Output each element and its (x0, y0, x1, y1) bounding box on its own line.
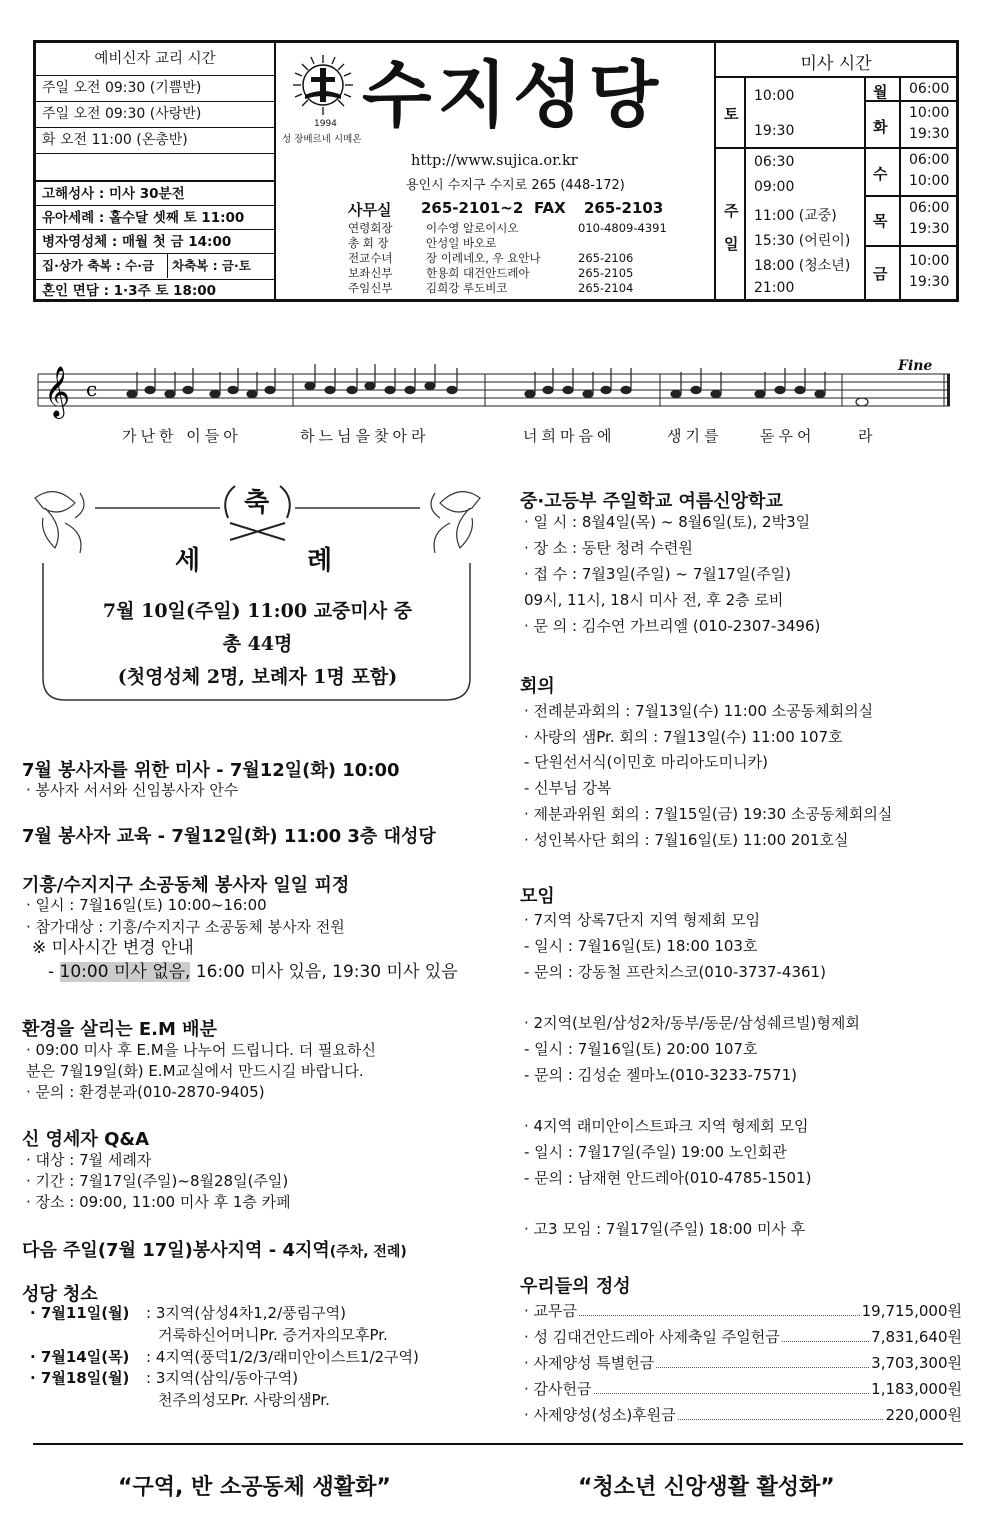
volunteer-mass-item: · 봉사자 서서와 신임봉사자 안수 (26, 781, 239, 799)
confession-time: 고해성사 : 미사 30분전 (36, 182, 274, 206)
mass-schedule-change: 16:00 미사 있음, 19:30 미사 있음 (190, 962, 458, 982)
weekday-label: 월 (873, 83, 888, 101)
sunday-label: 주 (724, 202, 739, 220)
weekday-label: 금 (873, 265, 888, 283)
car-blessing: 차축복 : 금·토 (172, 258, 251, 273)
staff-row: 연령회장 이수영 알로이시오 010-4809-4391 (348, 221, 667, 235)
note-head (795, 386, 805, 393)
church-address: 용인시 수지구 수지로 265 (448-172) (406, 178, 625, 193)
lyric: 생기를 (667, 427, 723, 445)
header-center-panel (276, 43, 714, 299)
offering-row: · 감사헌금 1,183,000원 (524, 1376, 962, 1402)
header-left-panel (36, 43, 276, 299)
weekday-time: 19:30 (909, 126, 950, 142)
lyric: 가난한 이들아 (122, 427, 242, 445)
catechumen-row: 주일 오전 09:30 (사랑반) (36, 102, 274, 128)
note-head (210, 390, 220, 397)
house-blessing: 집·상가 축복 : 수·금 (36, 254, 168, 278)
gathering-title: 모임 (520, 886, 555, 907)
meeting-title: 회의 (520, 676, 555, 697)
gathering-item: · 2지역(보원/삼성2차/동부/동문/삼성쉐르빌)형제회 (524, 1014, 860, 1032)
gathering-item: - 일시 : 7월16일(토) 20:00 107호 (524, 1040, 758, 1058)
lyric: 라 (858, 427, 877, 445)
cleaning-area: : 4지역(풍덕1/2/3/래미안이스트1/2구역) (146, 1348, 419, 1366)
weekday-time: 19:30 (909, 221, 950, 237)
cleaning-area: : 3지역(삼익/동아구역) (146, 1369, 299, 1387)
blessing-row (36, 254, 274, 280)
baptism-title: 례 (307, 546, 333, 576)
catechumen-row: 화 오전 11:00 (온총반) (36, 128, 274, 154)
baptism-count: 총 44명 (222, 633, 293, 655)
camp-item: · 접 수 : 7월3일(주일) ~ 7월17일(주일) (524, 565, 792, 583)
catechumen-title: 예비신자 교리 시간 (36, 43, 274, 76)
baptism-announcement (25, 478, 490, 708)
meeting-item: · 사랑의 샘Pr. 회의 : 7월13일(수) 11:00 107호 (524, 728, 843, 746)
sun-time: 06:30 (754, 154, 795, 170)
note-head (775, 386, 785, 393)
camp-item: · 문 의 : 김수연 가브리엘 (010-2307-3496) (524, 617, 821, 635)
staff-row: 전교수녀 장 이레네오, 우 요안나 265-2106 (348, 251, 634, 265)
mass-title: 미사 시간 (800, 54, 872, 74)
baptism-detail: (첫영성체 2명, 보례자 1명 포함) (117, 666, 398, 688)
celebrate-badge: 축 (244, 488, 270, 518)
church-name: 수지성당 (362, 53, 665, 137)
note-head (815, 390, 825, 397)
camp-item: 09시, 11시, 18시 미사 전, 후 2층 로비 (524, 591, 784, 609)
meeting-item: - 신부님 강복 (524, 779, 612, 797)
church-logo-icon (291, 53, 355, 117)
note-head (347, 386, 357, 393)
camp-item: · 일 시 : 8월4일(목) ~ 8월6일(토), 2박3일 (524, 513, 811, 531)
em-item: 분은 7월19일(화) E.M교실에서 만드시길 바랍니다. (26, 1062, 364, 1080)
note-head (447, 386, 457, 393)
website-url: http://www.sujica.or.kr (411, 153, 578, 169)
offering-title: 우리들의 정성 (520, 1276, 631, 1297)
gathering-item: - 일시 : 7월16일(토) 18:00 103호 (524, 937, 758, 955)
meeting-item: · 성인복사단 회의 : 7월16일(토) 11:00 201호실 (524, 831, 849, 849)
retreat-change: - 10:00 미사 없음, 16:00 미사 있음, 19:30 미사 있음 (48, 962, 458, 982)
qa-title: 신 영세자 Q&A (22, 1129, 150, 1150)
cleaning-area: : 3지역(삼성4차1,2/풍림구역) (146, 1304, 346, 1322)
note-head (405, 386, 415, 393)
offering-row: · 교무금 19,715,000원 (524, 1298, 962, 1324)
retreat-item: · 참가대상 : 기흥/수지지구 소공동체 봉사자 전원 (26, 918, 345, 936)
mass-schedule (714, 43, 956, 299)
offering-list (524, 1298, 962, 1428)
staff-list (348, 221, 708, 296)
qa-item: · 기간 : 7월17일(주일)~8월28일(주일) (26, 1172, 289, 1190)
svg-text:c: c (86, 377, 98, 401)
weekday-time: 10:00 (909, 105, 950, 121)
note-head (127, 390, 137, 397)
staff-row: 주임신부 김희강 루도비코 265-2104 (348, 281, 634, 295)
cleaning-title: 성당 청소 (22, 1284, 98, 1305)
sun-time: 09:00 (754, 179, 795, 195)
qa-item: · 대상 : 7월 세례자 (26, 1151, 152, 1169)
retreat-item: · 일시 : 7월16일(토) 10:00~16:00 (26, 896, 267, 914)
weekday-time: 06:00 (909, 200, 950, 216)
cleaning-groups: 거룩하신어머니Pr. 증거자의모후Pr. (158, 1326, 388, 1344)
em-item: · 09:00 미사 후 E.M을 나누어 드립니다. 더 필요하신 (26, 1041, 376, 1059)
qa-item: · 장소 : 09:00, 11:00 미사 후 1층 카페 (26, 1193, 291, 1211)
note-head (228, 386, 238, 393)
sun-time: 15:30 (어린이) (754, 233, 851, 249)
note-head (425, 382, 435, 389)
cleaning-groups: 천주의성모Pr. 사랑의샘Pr. (158, 1391, 330, 1409)
note-head (671, 390, 681, 397)
staff-row: 보좌신부 한용희 대건안드레아 265-2105 (348, 266, 634, 280)
sun-time: 21:00 (754, 280, 795, 296)
weekday-time: 06:00 (909, 152, 950, 168)
catechumen-row: 주일 오전 09:30 (기쁨반) (36, 76, 274, 102)
logo-caption: 성 장베르네 시메온 (282, 134, 362, 145)
lyric: 너희마음에 (523, 427, 616, 445)
retreat-notice: ※ 미사시간 변경 안내 (32, 938, 194, 958)
note-head (563, 386, 573, 393)
weekday-label: 수 (873, 165, 888, 183)
music-staff-icon (0, 360, 992, 420)
note-head (691, 386, 701, 393)
sick-communion: 병자영성체 : 매월 첫 금 14:00 (36, 230, 274, 254)
gathering-item: · 4지역 래미안이스트파크 지역 형제회 모임 (524, 1117, 809, 1135)
fax-number: 265-2103 (584, 199, 664, 217)
meeting-item: · 전례분과회의 : 7월13일(수) 11:00 소공동체회의실 (524, 702, 874, 720)
next-sunday-note: (주차, 전례) (329, 1244, 407, 1260)
fax-label: FAX (534, 199, 566, 217)
next-sunday-title: 다음 주일(7월 17일)봉사지역 - 4지역(주차, 전례) (22, 1240, 407, 1261)
note-head (305, 382, 315, 389)
note-head (145, 386, 155, 393)
cleaning-date: · 7월18일(월) (30, 1369, 130, 1387)
footer-slogan-right: “청소년 신앙생활 활성화” (578, 1475, 835, 1500)
volunteer-mass-title: 7월 봉사자를 위한 미사 - 7월12일(화) 10:00 (22, 760, 400, 781)
note-head (247, 390, 257, 397)
cleaning-date: · 7월11일(월) (30, 1304, 130, 1322)
sat-time: 19:30 (754, 123, 795, 139)
note-head (621, 386, 631, 393)
note-head (583, 390, 593, 397)
logo-year: 1994 (314, 119, 337, 129)
summer-camp-title: 중·고등부 주일학교 여름신앙학교 (520, 491, 783, 512)
office-phone: 265-2101~2 (421, 199, 524, 217)
weekday-time: 10:00 (909, 253, 950, 269)
sun-time: 11:00 (교중) (754, 208, 837, 224)
camp-item: · 장 소 : 동탄 청려 수련원 (524, 539, 693, 557)
note-head (755, 390, 765, 397)
baptism-date: 7월 10일(주일) 11:00 교중미사 중 (102, 600, 413, 622)
svg-text:𝄞: 𝄞 (44, 366, 71, 417)
saturday-label: 토 (724, 105, 739, 123)
note-head (183, 386, 193, 393)
spacer-row (36, 154, 274, 182)
sunday-label: 일 (724, 235, 739, 253)
weekday-label: 목 (873, 212, 888, 230)
weekday-time: 19:30 (909, 274, 950, 290)
half-note (856, 398, 868, 406)
em-title: 환경을 살리는 E.M 배분 (22, 1019, 217, 1040)
lyric: 돋우어 (760, 427, 816, 445)
em-item: · 문의 : 환경분과(010-2870-9405) (26, 1083, 265, 1101)
sat-time: 10:00 (754, 88, 795, 104)
infant-baptism: 유아세례 : 홀수달 셋째 토 11:00 (36, 206, 274, 230)
fine-mark: Fine (898, 358, 933, 374)
weekday-time: 10:00 (909, 173, 950, 189)
gathering-item: - 문의 : 김성순 젤마노(010-3233-7571) (524, 1066, 797, 1084)
note-head (385, 386, 395, 393)
weekday-label: 화 (873, 118, 888, 136)
note-head (365, 382, 375, 389)
volunteer-edu-title: 7월 봉사자 교육 - 7월12일(화) 11:00 3층 대성당 (22, 826, 436, 847)
offering-row: · 사제양성(성소)후원금 220,000원 (524, 1402, 962, 1428)
note-head (601, 386, 611, 393)
note-head (325, 386, 335, 393)
footer-slogan-left: “구역, 반 소공동체 생활화” (118, 1475, 391, 1500)
note-head (711, 390, 721, 397)
office-label: 사무실 (348, 201, 392, 219)
gathering-item: · 7지역 상록7단지 지역 형제회 모임 (524, 911, 761, 929)
footer-divider (33, 1443, 963, 1445)
gathering-item: - 문의 : 남재현 안드레아(010-4785-1501) (524, 1169, 812, 1187)
note-head (543, 386, 553, 393)
weekday-time: 06:00 (909, 81, 950, 97)
lyric: 하느님을찾아라 (300, 427, 430, 445)
staff-row: 총 회 장 안성일 바오로 (348, 236, 497, 250)
baptism-title: 세 (175, 546, 201, 576)
meeting-item: · 제분과위원 회의 : 7월15일(금) 19:30 소공동체회의실 (524, 805, 893, 823)
note-head (165, 390, 175, 397)
retreat-title: 기흥/수지지구 소공동체 봉사자 일일 피정 (22, 875, 350, 896)
meeting-item: - 단원선서식(이민호 마리아도미니카) (524, 753, 769, 771)
sun-time: 18:00 (청소년) (754, 258, 851, 274)
offering-row: · 사제양성 특별헌금 3,703,300원 (524, 1350, 962, 1376)
bulletin-header (33, 40, 959, 302)
marriage-interview: 혼인 면담 : 1·3주 토 18:00 (42, 283, 217, 299)
gathering-item: - 일시 : 7월17일(주일) 19:00 노인회관 (524, 1143, 787, 1161)
note-head (265, 386, 275, 393)
gathering-item: · 고3 모임 : 7월17일(주일) 18:00 미사 후 (524, 1220, 806, 1238)
note-head (525, 390, 535, 397)
gathering-item: - 문의 : 강동철 프란치스코(010-3737-4361) (524, 963, 826, 981)
offering-row: · 성 김대건안드레아 사제축일 주일헌금 7,831,640원 (524, 1324, 962, 1350)
cancelled-mass: 10:00 미사 없음, (59, 962, 191, 982)
cleaning-date: · 7월14일(목) (30, 1348, 130, 1366)
